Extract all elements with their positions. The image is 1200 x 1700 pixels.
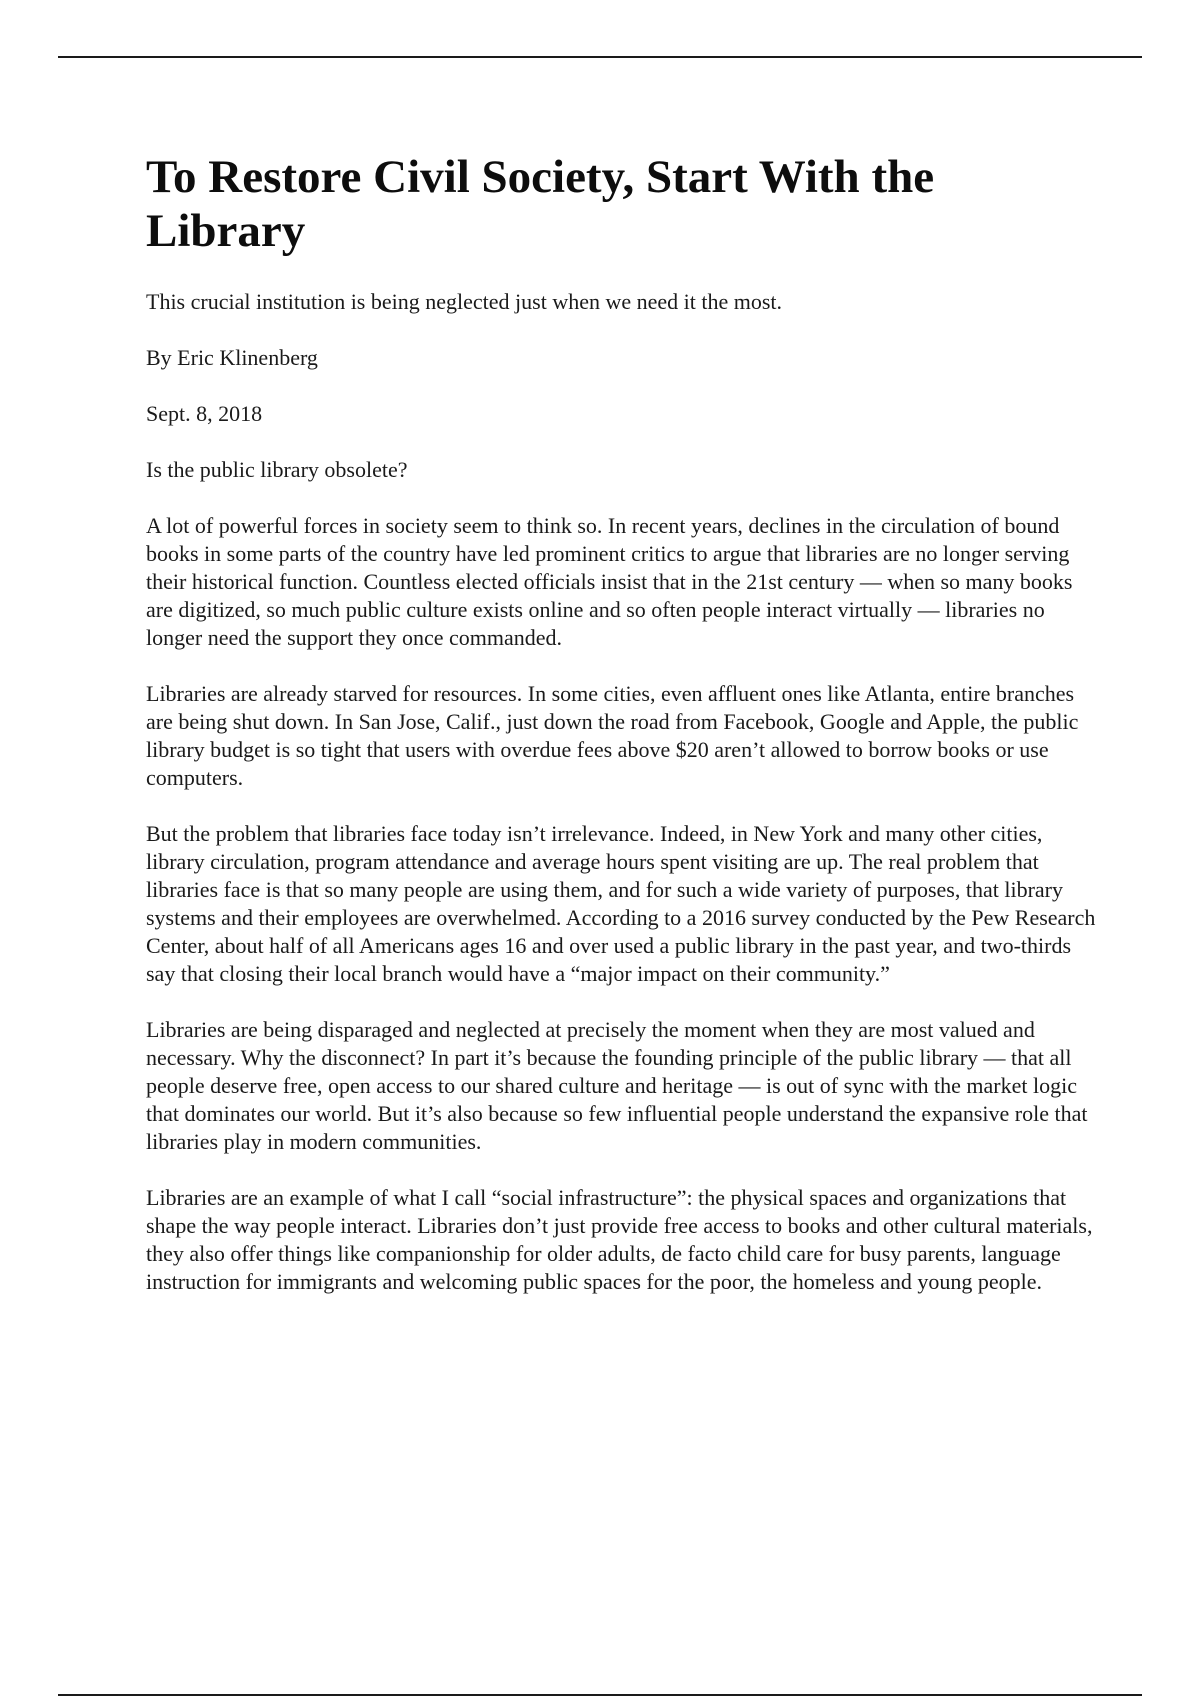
article-byline: By Eric Klinenberg — [146, 345, 318, 370]
body-paragraph: Libraries are being disparaged and neglected at precisely the moment when they are most valued and necessary. Why the disconnect? In part it’s because the founding principle of the public library — that all people deserve free, open access to our shared culture and heritage — is out of sync with the market logic that dominates our world. But it’s also because so few influential people understand the expansive role that libraries play in modern communities. — [146, 1017, 1088, 1154]
article — [146, 150, 1096, 1324]
article-date: Sept. 8, 2018 — [146, 401, 263, 426]
body-paragraph: Libraries are already starved for resources. In some cities, even affluent ones like Atlanta, entire branches are being shut down. In San Jose, Calif., just down the road from Facebook, Google and Apple, the public library budget is so tight that users with overdue fees above $20 aren’t allowed to borrow books or use computers. — [146, 681, 1079, 790]
bottom-divider — [58, 1694, 1142, 1696]
article-deck: This crucial institution is being neglected just when we need it the most. — [146, 289, 783, 314]
article-body — [146, 456, 1096, 1296]
body-paragraph: But the problem that libraries face today isn’t irrelevance. Indeed, in New York and many other cities, library circulation, program attendance and average hours spent visiting are up. The real problem that libraries face is that so many people are using them, and for such a wide variety of purposes, that library systems and their employees are overwhelmed. According to a 2016 survey conducted by the Pew Research Center, about half of all Americans ages 16 and over used a public library in the past year, and two-thirds say that closing their local branch would have a “major impact on their community.” — [146, 821, 1096, 986]
body-paragraph: A lot of powerful forces in society seem to think so. In recent years, declines in the circulation of bound books in some parts of the country have led prominent critics to argue that libraries are no longer serving their historical function. Countless elected officials insist that in the 21st century — when so many books are digitized, so much public culture exists online and so often people interact virtually — libraries no longer need the support they once commanded. — [146, 513, 1073, 650]
body-paragraph: Is the public library obsolete? — [146, 457, 408, 482]
top-divider — [58, 56, 1142, 58]
article-title: To Restore Civil Society, Start With the Library — [146, 151, 935, 257]
body-paragraph: Libraries are an example of what I call “social infrastructure”: the physical spaces and organizations that shape the way people interact. Libraries don’t just provide free access to books and other cultural materials, they also offer things like companionship for older adults, de facto child care for busy parents, language instruction for immigrants and welcoming public spaces for the poor, the homeless and young people. — [146, 1185, 1093, 1294]
